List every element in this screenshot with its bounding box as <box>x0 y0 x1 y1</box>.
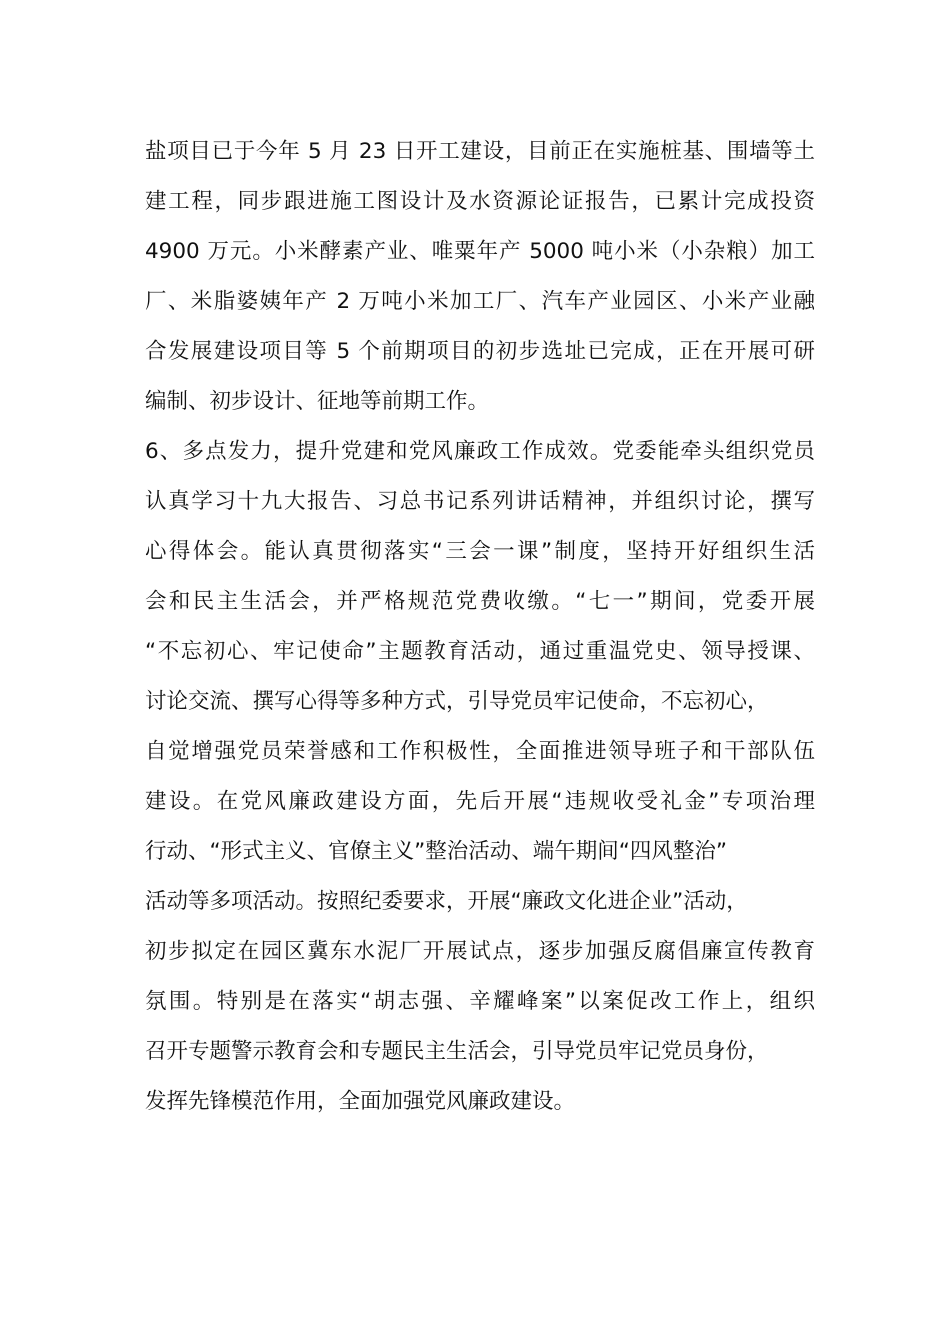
text-line: 召开专题警示教育会和专题民主生活会，引导党员牢记党员身份， <box>145 1039 769 1064</box>
text-line: 活动等多项活动。按照纪委要求，开展“廉政文化进企业”活动， <box>145 889 748 914</box>
text-line: 盐项目已于今年 5 月 23 日开工建设，目前正在实施桩基、围墙等土 <box>145 139 815 164</box>
text-line: 编制、初步设计、征地等前期工作。 <box>145 389 490 414</box>
text-line: 建工程，同步跟进施工图设计及水资源论证报告，已累计完成投资 <box>145 189 815 214</box>
text-line: 合发展建设项目等 5 个前期项目的初步选址已完成，正在开展可研 <box>145 339 815 364</box>
text-line: 初步拟定在园区冀东水泥厂开展试点，逐步加强反腐倡廉宣传教育 <box>145 939 815 964</box>
text-line: 自觉增强党员荣誉感和工作积极性，全面推进领导班子和干部队伍 <box>145 739 815 764</box>
text-line: 4900 万元。小米酵素产业、唯粟年产 5000 吨小米（小杂粮）加工 <box>145 239 815 264</box>
text-line: 讨论交流、撰写心得等多种方式，引导党员牢记使命，不忘初心， <box>145 689 769 714</box>
document-body <box>145 127 815 1127</box>
text-line: 6、多点发力，提升党建和党风廉政工作成效。党委能牵头组织党员 <box>145 439 815 464</box>
paragraph-project-progress <box>145 127 815 427</box>
text-line: 认真学习十九大报告、习总书记系列讲话精神，并组织讨论，撰写 <box>145 489 815 514</box>
text-line: 氛围。特别是在落实“胡志强、辛耀峰案”以案促改工作上，组织 <box>145 989 815 1014</box>
text-line: “不忘初心、牢记使命”主题教育活动，通过重温党史、领导授课、 <box>145 639 815 664</box>
text-line: 会和民主生活会，并严格规范党费收缴。“七一”期间，党委开展 <box>145 589 815 614</box>
text-line: 建设。在党风廉政建设方面，先后开展“违规收受礼金”专项治理 <box>145 789 815 814</box>
text-line: 发挥先锋模范作用，全面加强党风廉政建设。 <box>145 1089 576 1114</box>
text-line: 厂、米脂婆姨年产 2 万吨小米加工厂、汽车产业园区、小米产业融 <box>145 289 815 314</box>
text-line: 心得体会。能认真贯彻落实“三会一课”制度，坚持开好组织生活 <box>145 539 815 564</box>
text-line: 行动、“形式主义、官僚主义”整治活动、端午期间“四风整治” <box>145 839 728 864</box>
paragraph-party-building <box>145 427 815 1127</box>
